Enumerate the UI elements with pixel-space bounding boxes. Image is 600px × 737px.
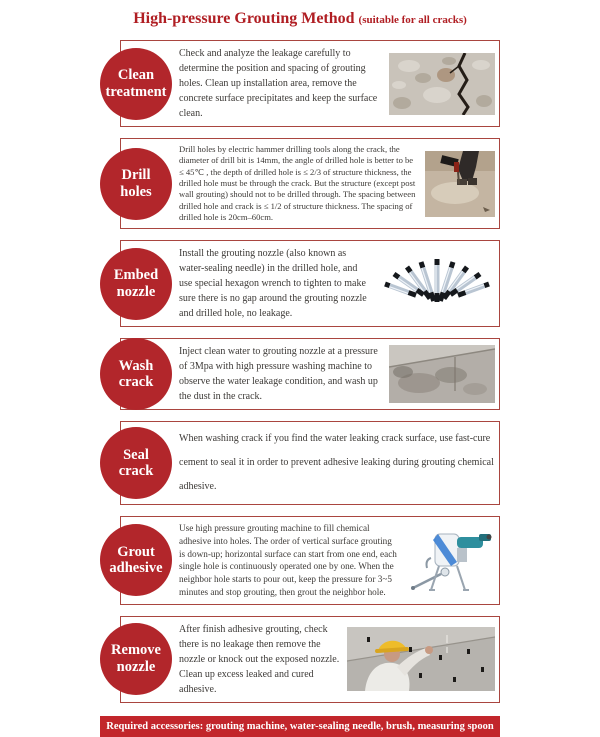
step-description: Use high pressure grouting machine to fill chemical adhesive into holes. The order of vertical surface grouting is down-up; horizontal surface can start from one end, each single hole is continuously operated one by one. When the neighbor hole starts to pour out, keep the pressure for 3~5 minutes and stop grouting, then grout the neighbor hole. <box>179 523 397 597</box>
step-description: Drill holes by electric hammer drilling tools along the crack, the diameter of drill bit is 14mm, the angle of drilled hole is better to be ≤ 45℃ , the depth of drilled hole is ≤ 2/3 of structure thickness, the drilled hole must be through the crack. But the structure (except post wall grouting) should not to be drilled through. The spacing between drilled hole and crack is ≤ 1/2 of structure thickness. The spacing of drilled hole is 20cm–60cm. <box>179 144 416 223</box>
page-title <box>100 10 500 28</box>
step-description: After finish adhesive grouting, check there is no leakage then remove the nozzle or knock out the exposed nozzle. Clean up excess leaked and cured adhesive. <box>179 623 340 695</box>
cracked-concrete-photo <box>389 53 495 115</box>
drilling-worker-photo <box>425 151 495 217</box>
step-badge-embed-nozzle: Embed nozzle <box>100 248 172 320</box>
infographic-page <box>100 0 500 737</box>
step-wash-crack <box>100 338 500 410</box>
step-box <box>120 616 500 703</box>
step-badge-seal-crack: Seal crack <box>100 427 172 499</box>
step-remove-nozzle <box>100 616 500 703</box>
grouting-nozzles-photo <box>379 256 495 312</box>
step-seal-crack <box>100 421 500 505</box>
step-description: When washing crack if you find the water leaking crack surface, use fast-cure cement to seal it in order to prevent adhesive leaking during grouting chemical adhesive. <box>179 433 494 493</box>
step-badge-wash-crack: Wash crack <box>100 338 172 410</box>
title-main: High-pressure Grouting Method <box>133 10 355 27</box>
step-box <box>120 240 500 327</box>
step-drill-holes <box>100 138 500 229</box>
step-badge-clean-treatment: Clean treatment <box>100 48 172 120</box>
required-accessories-banner: Required accessories: grouting machine, water-sealing needle, brush, measuring spoon <box>100 716 500 737</box>
washed-wall-photo <box>389 345 495 403</box>
step-box <box>120 516 500 604</box>
step-badge-remove-nozzle: Remove nozzle <box>100 623 172 695</box>
step-embed-nozzle <box>100 240 500 327</box>
worker-removing-nozzle-photo <box>347 627 495 691</box>
step-box <box>120 40 500 127</box>
step-clean-treatment <box>100 40 500 127</box>
step-box <box>120 138 500 229</box>
step-description: Install the grouting nozzle (also known as water-sealing needle) in the drilled hole, and use special hexagon wrench to tighten to make sure there is no gap around the grouting nozzle and drilled hole, no leakage. <box>179 248 367 320</box>
step-description: Inject clean water to grouting nozzle at a pressure of 3Mpa with high pressure washing machine to observe the water leakage condition, and wash up the dust in the crack. <box>179 346 378 403</box>
title-subtitle: (suitable for all cracks) <box>358 14 467 26</box>
grouting-machine-photo <box>405 528 495 592</box>
step-badge-grout-adhesive: Grout adhesive <box>100 524 172 596</box>
step-description: Check and analyze the leakage carefully to determine the position and spacing of grouting holes. Clean up installation area, remove the concrete surface precipitates and keep the surface clean. <box>179 48 378 119</box>
step-box <box>120 421 500 505</box>
step-grout-adhesive <box>100 516 500 604</box>
step-badge-drill-holes: Drill holes <box>100 148 172 220</box>
step-box <box>120 338 500 410</box>
